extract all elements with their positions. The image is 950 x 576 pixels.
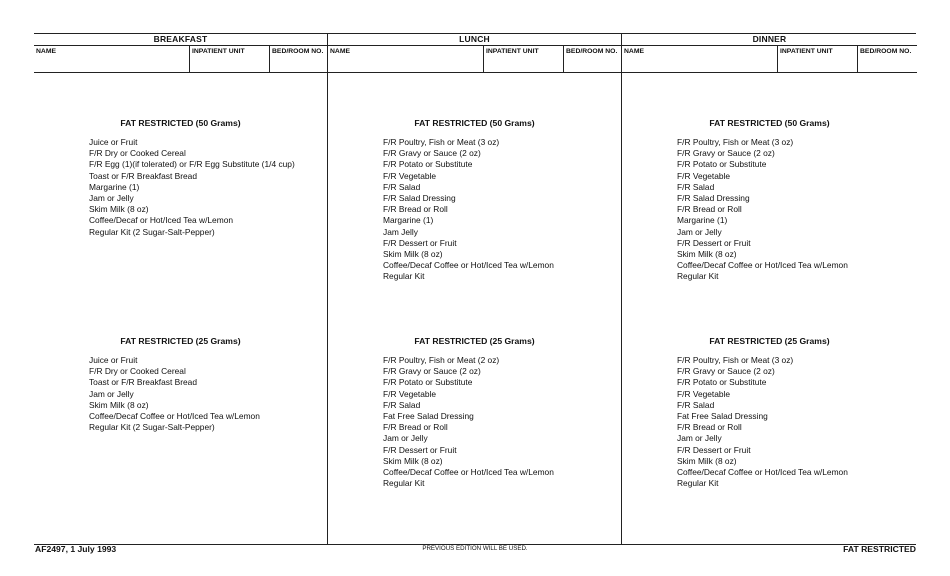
section-title: FAT RESTRICTED (50 Grams) bbox=[709, 118, 830, 128]
menu-item: Margarine (1) bbox=[383, 215, 434, 226]
menu-item: F/R Salad Dressing bbox=[677, 193, 750, 204]
menu-item: F/R Gravy or Sauce (2 oz) bbox=[383, 366, 481, 377]
menu-item: F/R Vegetable bbox=[383, 388, 437, 399]
menu-item: Jam or Jelly bbox=[383, 433, 428, 444]
menu-items bbox=[89, 355, 327, 433]
diet-form bbox=[34, 33, 916, 545]
menu-item: F/R Dry or Cooked Cereal bbox=[89, 148, 186, 159]
menu-section bbox=[622, 335, 917, 489]
section-title: FAT RESTRICTED (50 Grams) bbox=[414, 118, 535, 128]
patient-header bbox=[328, 46, 621, 73]
menu-item: Jam or Jelly bbox=[89, 388, 134, 399]
menu-item: Skim Milk (8 oz) bbox=[383, 455, 443, 466]
meal-title: BREAKFAST bbox=[34, 34, 327, 46]
meal-title: LUNCH bbox=[328, 34, 621, 46]
menu-section bbox=[34, 117, 327, 238]
menu-items bbox=[677, 355, 917, 489]
section-title: FAT RESTRICTED (25 Grams) bbox=[120, 336, 241, 346]
menu-item: Skim Milk (8 oz) bbox=[89, 204, 149, 215]
menu-item: Regular Kit bbox=[383, 271, 425, 282]
menu-item: F/R Salad bbox=[677, 399, 715, 410]
menu-item: F/R Gravy or Sauce (2 oz) bbox=[677, 366, 775, 377]
menu-item: Margarine (1) bbox=[677, 215, 728, 226]
bed-room-field[interactable]: BED/ROOM NO. bbox=[857, 46, 917, 72]
section-title: FAT RESTRICTED (50 Grams) bbox=[120, 118, 241, 128]
edition-note: PREVIOUS EDITION WILL BE USED. bbox=[422, 545, 528, 552]
menu-section bbox=[328, 335, 621, 489]
menu-item: F/R Bread or Roll bbox=[383, 204, 448, 215]
menu-item: F/R Poultry, Fish or Meat (3 oz) bbox=[677, 355, 794, 365]
menu-item: Fat Free Salad Dressing bbox=[677, 411, 768, 422]
patient-header bbox=[622, 46, 917, 73]
menu-item: Coffee/Decaf Coffee or Hot/Iced Tea w/Lemon bbox=[677, 260, 848, 271]
menu-item: Skim Milk (8 oz) bbox=[677, 249, 737, 260]
menu-item: Jam or Jelly bbox=[677, 433, 722, 444]
menu-item: F/R Dessert or Fruit bbox=[677, 237, 751, 248]
menu-item: Margarine (1) bbox=[89, 181, 140, 192]
menu-item: F/R Salad bbox=[677, 181, 715, 192]
menu-item: F/R Potato or Substitute bbox=[383, 377, 473, 388]
menu-item: Toast or F/R Breakfast Bread bbox=[89, 377, 197, 388]
menu-item: F/R Potato or Substitute bbox=[677, 159, 767, 170]
name-field[interactable]: NAME bbox=[330, 48, 351, 55]
menu-item: Regular Kit bbox=[383, 478, 425, 489]
menu-items bbox=[677, 137, 917, 283]
menu-item: Toast or F/R Breakfast Bread bbox=[89, 170, 197, 181]
meal-column-dinner bbox=[621, 34, 917, 544]
menu-item: F/R Vegetable bbox=[383, 170, 437, 181]
section-title: FAT RESTRICTED (25 Grams) bbox=[709, 336, 830, 346]
menu-section bbox=[328, 117, 621, 283]
menu-item: Regular Kit bbox=[677, 271, 719, 282]
menu-item: F/R Dessert or Fruit bbox=[383, 444, 457, 455]
menu-item: Fat Free Salad Dressing bbox=[383, 411, 474, 422]
form-id: AF2497, 1 July 1993 bbox=[35, 544, 117, 554]
menu-item: F/R Vegetable bbox=[677, 388, 731, 399]
menu-item: F/R Poultry, Fish or Meat (3 oz) bbox=[383, 137, 500, 147]
menu-section bbox=[622, 117, 917, 283]
menu-item: Skim Milk (8 oz) bbox=[89, 399, 149, 410]
menu-item: F/R Bread or Roll bbox=[383, 422, 448, 433]
menu-item: F/R Gravy or Sauce (2 oz) bbox=[677, 148, 775, 159]
menu-item: F/R Salad Dressing bbox=[383, 193, 456, 204]
menu-item: F/R Salad bbox=[383, 399, 421, 410]
form-title: FAT RESTRICTED bbox=[843, 544, 916, 554]
menu-item: F/R Poultry, Fish or Meat (3 oz) bbox=[677, 137, 794, 147]
menu-item: F/R Potato or Substitute bbox=[383, 159, 473, 170]
menu-item: Juice or Fruit bbox=[89, 355, 138, 365]
menu-item: Jam or Jelly bbox=[89, 193, 134, 204]
menu-item: F/R Dessert or Fruit bbox=[677, 444, 751, 455]
meal-column-breakfast bbox=[34, 34, 327, 544]
menu-item: F/R Dry or Cooked Cereal bbox=[89, 366, 186, 377]
menu-item: Coffee/Decaf Coffee or Hot/Iced Tea w/Lemon bbox=[383, 467, 554, 478]
menu-item: F/R Dessert or Fruit bbox=[383, 237, 457, 248]
menu-items bbox=[89, 137, 327, 238]
menu-item: F/R Salad bbox=[383, 181, 421, 192]
menu-item: Coffee/Decaf Coffee or Hot/Iced Tea w/Lemon bbox=[677, 467, 848, 478]
inpatient-unit-field[interactable]: INPATIENT UNIT bbox=[777, 46, 857, 72]
menu-items bbox=[383, 137, 621, 283]
menu-item: Coffee/Decaf Coffee or Hot/Iced Tea w/Lemon bbox=[89, 411, 260, 422]
name-field[interactable]: NAME bbox=[36, 48, 57, 55]
patient-header bbox=[34, 46, 327, 73]
menu-item: F/R Vegetable bbox=[677, 170, 731, 181]
menu-section bbox=[34, 335, 327, 433]
menu-items bbox=[383, 355, 621, 489]
menu-item: Regular Kit (2 Sugar-Salt-Pepper) bbox=[89, 226, 215, 237]
menu-item: F/R Bread or Roll bbox=[677, 422, 742, 433]
name-field[interactable]: NAME bbox=[624, 48, 645, 55]
menu-item: F/R Bread or Roll bbox=[677, 204, 742, 215]
menu-item: F/R Gravy or Sauce (2 oz) bbox=[383, 148, 481, 159]
meal-title: DINNER bbox=[622, 34, 917, 46]
menu-item: Skim Milk (8 oz) bbox=[383, 249, 443, 260]
inpatient-unit-field[interactable]: INPATIENT UNIT bbox=[483, 46, 563, 72]
menu-item: Coffee/Decaf or Hot/Iced Tea w/Lemon bbox=[89, 215, 234, 226]
meal-column-lunch bbox=[327, 34, 621, 544]
menu-item: Jam or Jelly bbox=[677, 226, 722, 237]
menu-item: Regular Kit (2 Sugar-Salt-Pepper) bbox=[89, 422, 215, 433]
menu-item: Skim Milk (8 oz) bbox=[677, 455, 737, 466]
menu-item: Jam Jelly bbox=[383, 226, 418, 237]
menu-item: Regular Kit bbox=[677, 478, 719, 489]
bed-room-field[interactable]: BED/ROOM NO. bbox=[563, 46, 621, 72]
menu-item: F/R Egg (1)(if tolerated) or F/R Egg Substitute (1/4 cup) bbox=[89, 159, 295, 170]
menu-item: F/R Potato or Substitute bbox=[677, 377, 767, 388]
bed-room-field[interactable]: BED/ROOM NO. bbox=[269, 46, 327, 72]
inpatient-unit-field[interactable]: INPATIENT UNIT bbox=[189, 46, 269, 72]
menu-item: Coffee/Decaf Coffee or Hot/Iced Tea w/Lemon bbox=[383, 260, 554, 271]
section-title: FAT RESTRICTED (25 Grams) bbox=[414, 336, 535, 346]
menu-item: Juice or Fruit bbox=[89, 137, 138, 147]
menu-item: F/R Poultry, Fish or Meat (2 oz) bbox=[383, 355, 500, 365]
